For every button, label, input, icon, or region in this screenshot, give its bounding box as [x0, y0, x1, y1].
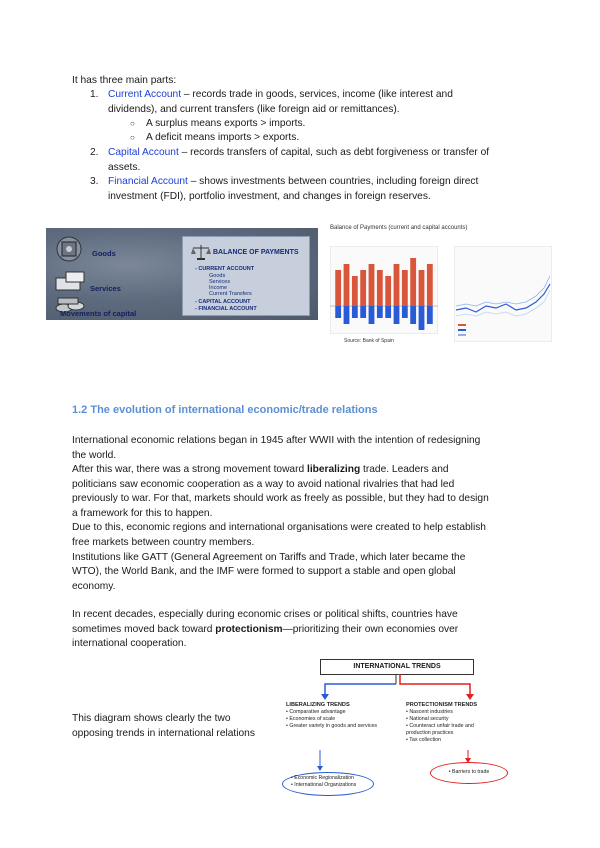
result-item: • International Organizations [291, 782, 357, 788]
sub-bullet-deficit: ○ A deficit means imports > exports. [130, 132, 300, 143]
bar-A-5 [369, 264, 375, 306]
financial-account-link[interactable]: Financial Account [108, 176, 188, 187]
bar-B-8 [394, 306, 400, 324]
text: trade. Leaders and [360, 464, 449, 475]
capital-account-link[interactable]: Capital Account [108, 147, 179, 158]
list-item: • Counteract unfair trade and [406, 723, 474, 729]
sub-bullet-text: A surplus means exports > imports. [146, 118, 306, 129]
line: WTO), the World Bank, and the IMF were formed to support a stable and open global [72, 566, 456, 578]
panel-line: Goods [209, 273, 226, 279]
list-item: • Economies of scale [286, 716, 336, 722]
list-item-financial-account [90, 175, 548, 204]
left-result-oval [282, 772, 374, 796]
text: sometimes moved back toward [72, 623, 216, 635]
text: —prioritizing their own economies over [282, 623, 459, 635]
list-item-current-account [90, 88, 548, 117]
intro-text: It has three main parts: [72, 75, 177, 86]
bar-A-11 [419, 270, 425, 306]
balance-chart-figure [326, 222, 554, 346]
result-item: • Economic Regionalization [291, 775, 354, 781]
list-number: 3. [90, 176, 99, 187]
text: After this war, there was a strong movement toward [72, 464, 307, 475]
bar-B-10 [410, 306, 416, 324]
sub-bullet-text: A deficit means imports > exports. [146, 132, 300, 143]
legend-mark [458, 329, 466, 331]
line: Institutions like GATT (General Agreement on Tariffs and Trade, which later became the [72, 551, 466, 563]
line: politicians saw economic cooperation as a way to avoid national rivalries that had led [72, 478, 455, 490]
line: International economic relations began in 1945 after WWII with the intention of redesigning [72, 435, 481, 446]
goods-label: Goods [92, 249, 116, 258]
paragraph-5 [72, 608, 552, 652]
list-text: – records transfers of capital, such as debt forgiveness or transfer of [178, 147, 490, 158]
bar-B-4 [360, 306, 366, 318]
bar-A-7 [385, 276, 391, 306]
line: a framework for this to happen. [72, 507, 213, 519]
line-chart [454, 246, 552, 342]
list-item: • Greater variety in goods and services [286, 723, 378, 729]
bar-B-6 [377, 306, 383, 318]
bar-A-9 [402, 270, 408, 306]
bar-B-7 [385, 306, 391, 318]
bar-B-11 [419, 306, 425, 330]
current-account-link[interactable]: Current Account [108, 89, 182, 100]
list-text: – shows investments between countries, including foreign direct [187, 176, 479, 187]
diagram-caption [72, 712, 255, 741]
right-result-oval: • Barriers to trade [430, 762, 508, 784]
list-text-cont: investment (FDI), portfolio investment, and changes in foreign reserves. [108, 190, 431, 202]
bar-A-2 [344, 264, 350, 306]
protectionism-title: PROTECTIONISM TRENDS [406, 702, 478, 708]
balance-panel [182, 236, 310, 316]
list-item: • National security [406, 716, 449, 722]
list-item: • Tax collection [406, 737, 442, 743]
bar-B-3 [352, 306, 358, 318]
list-item: production practices [406, 730, 454, 736]
legend-mark [458, 324, 466, 326]
chart-title: Balance of Payments (current and capital accounts) [330, 225, 468, 231]
line: opposing trends in international relations [72, 727, 255, 739]
line: This diagram shows clearly the two [72, 713, 231, 724]
international-trends-diagram [280, 654, 512, 804]
list-item: • Nascent industries [406, 709, 453, 715]
movements-of-capital-label: Movements of capital [60, 309, 137, 318]
bar-A-4 [360, 270, 366, 306]
list-number: 2. [90, 147, 99, 158]
legend-mark [458, 334, 466, 336]
liberalizing-column [286, 702, 377, 730]
line: Due to this, economic regions and international organisations were created to help establish [72, 522, 486, 534]
left-arrow [325, 684, 396, 696]
panel-line: Services [209, 279, 231, 285]
bar-B-5 [369, 306, 375, 324]
diagram-title: INTERNATIONAL TRENDS [320, 659, 474, 675]
bar-A-8 [394, 264, 400, 306]
list-text: – records trade in goods, services, income (like interest and [181, 89, 453, 100]
protectionism-term: protectionism [215, 623, 283, 635]
bar-B-9 [402, 306, 408, 318]
panel-line: Income [209, 285, 228, 291]
bar-A-3 [352, 276, 358, 306]
liberalizing-term: liberalizing [306, 464, 361, 475]
bar-B-12 [427, 306, 433, 324]
protectionism-column [406, 702, 477, 744]
list-text-cont: assets. [108, 161, 141, 173]
bar-B-2 [344, 306, 350, 324]
panel-line: - CAPITAL ACCOUNT [195, 299, 251, 305]
list-item-capital-account [90, 146, 548, 175]
list-text-cont: dividends), and current transfers (like foreign aid or remittances). [108, 103, 400, 115]
bar-A-1 [335, 270, 341, 306]
bar-A-12 [427, 264, 433, 306]
panel-line: - FINANCIAL ACCOUNT [195, 306, 257, 312]
computer-icon [54, 270, 88, 294]
panel-line: Current Transfers [209, 291, 252, 297]
paragraph-2 [72, 463, 552, 594]
list-number: 1. [90, 89, 99, 100]
services-label: Services [90, 284, 121, 293]
chart-source: Source: Bank of Spain [344, 338, 394, 344]
bar-A-10 [410, 258, 416, 306]
section-heading: 1.2 The evolution of international economic/trade relations [72, 404, 378, 416]
scales-icon [191, 243, 211, 261]
balance-of-payments-illustration [46, 228, 318, 320]
panel-line: - CURRENT ACCOUNT [195, 266, 255, 272]
panel-title: BALANCE OF PAYMENTS [213, 249, 299, 256]
line: international cooperation. [72, 638, 187, 650]
line: economy. [72, 580, 116, 592]
right-arrow [400, 674, 470, 696]
list-item: • Comparative advantage [286, 709, 346, 715]
line: In recent decades, especially during economic crises or political shifts, countries have [72, 609, 458, 620]
line: previously to war. For that, markets should work as freely as possible, but they had to design [72, 493, 489, 505]
line: free markets between country members. [72, 536, 255, 548]
line: the world. [72, 449, 117, 461]
bar-A-6 [377, 270, 383, 306]
bar-B-1 [335, 306, 341, 318]
bar-chart [330, 246, 438, 334]
sub-bullet-surplus: ○ A surplus means exports > imports. [130, 118, 306, 129]
safe-icon [56, 236, 82, 262]
paragraph-1 [72, 434, 542, 463]
liberalizing-title: LIBERALIZING TRENDS [286, 702, 350, 708]
